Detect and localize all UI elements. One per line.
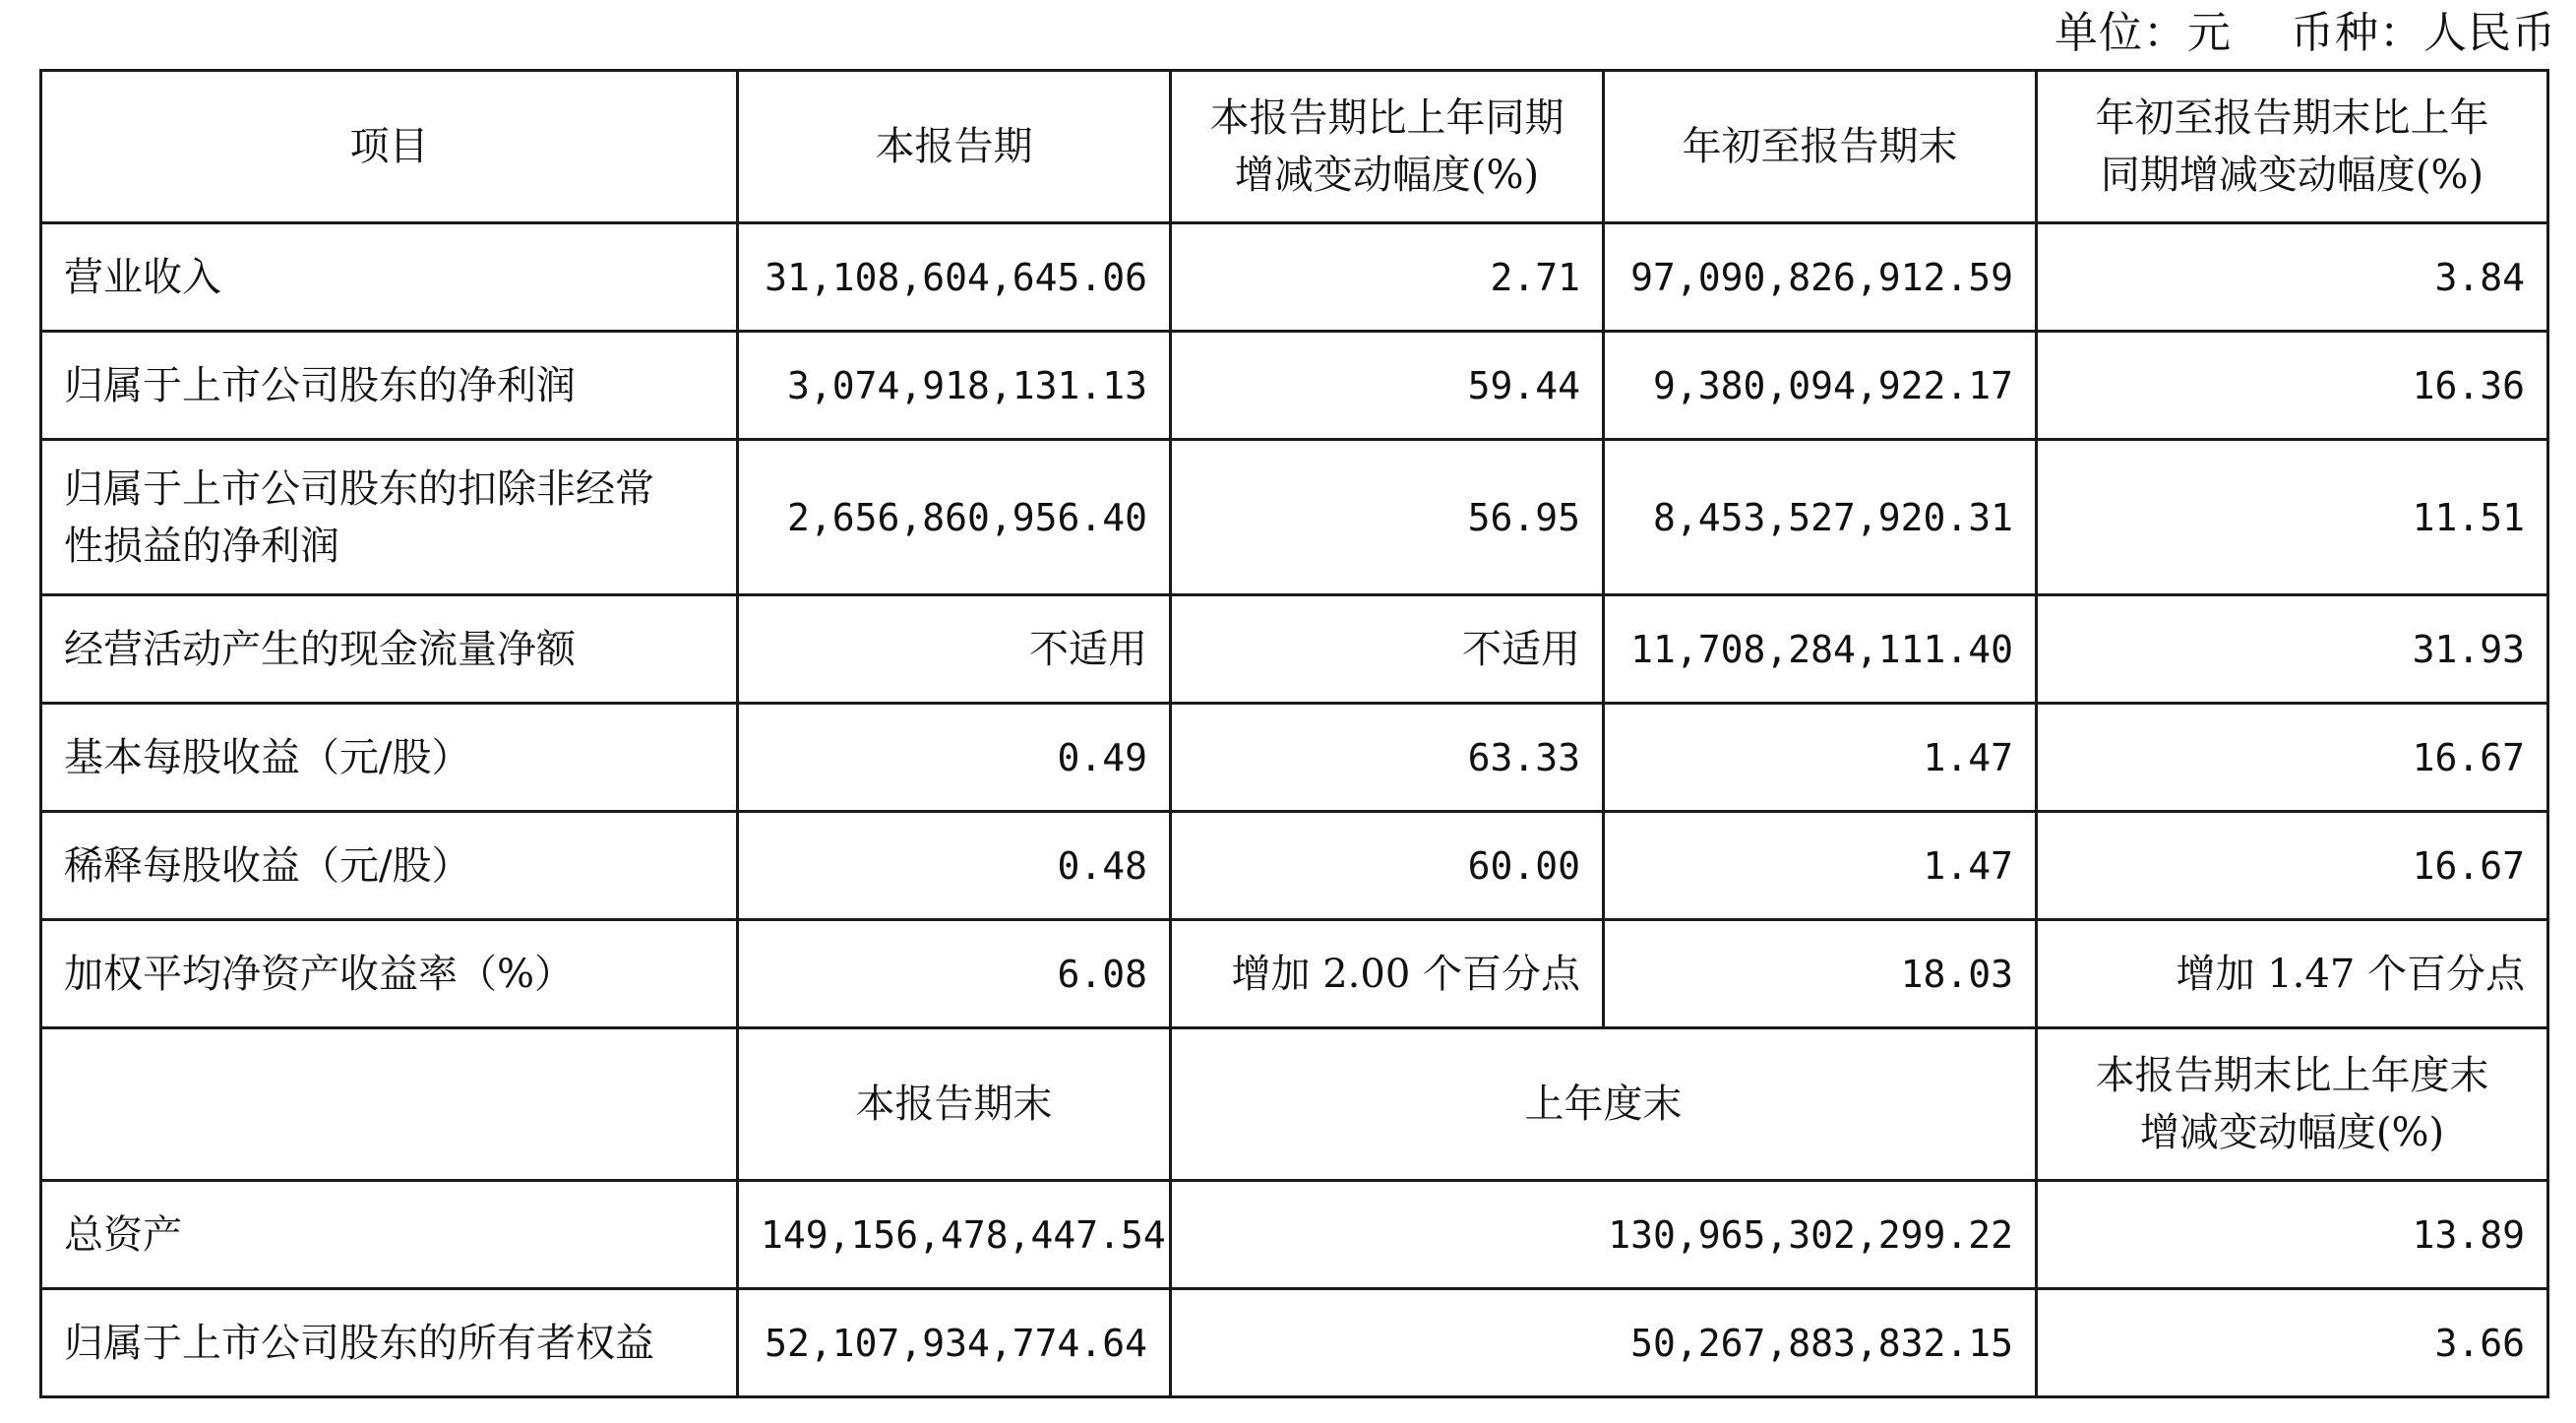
cell-prior-year-end: 50,267,883,832.15 (1171, 1289, 2037, 1397)
cell-current-change: 2.71 (1171, 223, 1604, 332)
table-row (41, 704, 2548, 812)
cell-ytd-change: 16.67 (2037, 704, 2548, 812)
cell-current: 不适用 (738, 595, 1171, 704)
cell-current-change: 63.33 (1171, 704, 1604, 812)
table-row (41, 223, 2548, 332)
subheader-change-line2: 增减变动幅度(%) (2139, 1110, 2445, 1155)
cell-ytd-change: 3.84 (2037, 223, 2548, 332)
subheader-empty-cell (41, 1028, 738, 1181)
table-row (41, 920, 2548, 1028)
header-current-change (1171, 71, 1604, 223)
row-label: 营业收入 (41, 223, 738, 332)
cell-current: 3,074,918,131.13 (738, 332, 1171, 440)
header-ytd: 年初至报告期末 (1604, 71, 2037, 223)
cell-ytd: 1.47 (1604, 704, 2037, 812)
cell-change: 3.66 (2037, 1289, 2548, 1397)
cell-current: 31,108,604,645.06 (738, 223, 1171, 332)
table-row (41, 1289, 2548, 1397)
row-label: 经营活动产生的现金流量净额 (41, 595, 738, 704)
subheader-prior-year-end: 上年度末 (1171, 1028, 2037, 1181)
row-label: 加权平均净资产收益率（%） (41, 920, 738, 1028)
row-label: 总资产 (41, 1181, 738, 1289)
cell-current: 0.49 (738, 704, 1171, 812)
unit-currency-label: 单位：元 币种：人民币 (2055, 8, 2556, 58)
row-label: 归属于上市公司股东的净利润 (41, 332, 738, 440)
header-current-period: 本报告期 (738, 71, 1171, 223)
table-row (41, 440, 2548, 595)
cell-current: 2,656,860,956.40 (738, 440, 1171, 595)
cell-current-change: 59.44 (1171, 332, 1604, 440)
row-label-line1: 归属于上市公司股东的扣除非经常 (64, 465, 654, 512)
header-ytd-change-line2: 同期增减变动幅度(%) (2100, 153, 2484, 198)
financial-data-table (39, 69, 2549, 1398)
cell-ytd-change: 31.93 (2037, 595, 2548, 704)
table-row (41, 332, 2548, 440)
row-label (41, 440, 738, 595)
cell-current: 0.48 (738, 812, 1171, 920)
cell-ytd: 97,090,826,912.59 (1604, 223, 2037, 332)
subheader-change-line1: 本报告期末比上年度末 (2095, 1053, 2489, 1098)
cell-current: 6.08 (738, 920, 1171, 1028)
cell-change: 13.89 (2037, 1181, 2548, 1289)
cell-ytd: 8,453,527,920.31 (1604, 440, 2037, 595)
cell-current-change: 增加 2.00 个百分点 (1171, 920, 1604, 1028)
header-current-change-line2: 增减变动幅度(%) (1234, 153, 1540, 198)
table-row (41, 1181, 2548, 1289)
row-label: 基本每股收益（元/股） (41, 704, 738, 812)
cell-ytd: 1.47 (1604, 812, 2037, 920)
cell-current-change: 56.95 (1171, 440, 1604, 595)
header-ytd-change-line1: 年初至报告期末比上年 (2095, 95, 2489, 141)
table-header-row (41, 71, 2548, 223)
cell-ytd: 11,708,284,111.40 (1604, 595, 2037, 704)
table-subheader-row (41, 1028, 2548, 1181)
row-label: 归属于上市公司股东的所有者权益 (41, 1289, 738, 1397)
cell-current-change: 不适用 (1171, 595, 1604, 704)
cell-period-end: 149,156,478,447.54 (738, 1181, 1171, 1289)
cell-period-end: 52,107,934,774.64 (738, 1289, 1171, 1397)
cell-ytd: 18.03 (1604, 920, 2037, 1028)
cell-ytd-change: 11.51 (2037, 440, 2548, 595)
table-row (41, 595, 2548, 704)
cell-current-change: 60.00 (1171, 812, 1604, 920)
cell-ytd: 9,380,094,922.17 (1604, 332, 2037, 440)
header-ytd-change (2037, 71, 2548, 223)
row-label-line2: 性损益的净利润 (64, 523, 339, 569)
header-item: 项目 (41, 71, 738, 223)
row-label: 稀释每股收益（元/股） (41, 812, 738, 920)
header-current-change-line1: 本报告期比上年同期 (1209, 95, 1564, 141)
subheader-period-end: 本报告期末 (738, 1028, 1171, 1181)
subheader-change (2037, 1028, 2548, 1181)
cell-ytd-change: 16.67 (2037, 812, 2548, 920)
cell-ytd-change: 增加 1.47 个百分点 (2037, 920, 2548, 1028)
table-row (41, 812, 2548, 920)
cell-ytd-change: 16.36 (2037, 332, 2548, 440)
cell-prior-year-end: 130,965,302,299.22 (1171, 1181, 2037, 1289)
